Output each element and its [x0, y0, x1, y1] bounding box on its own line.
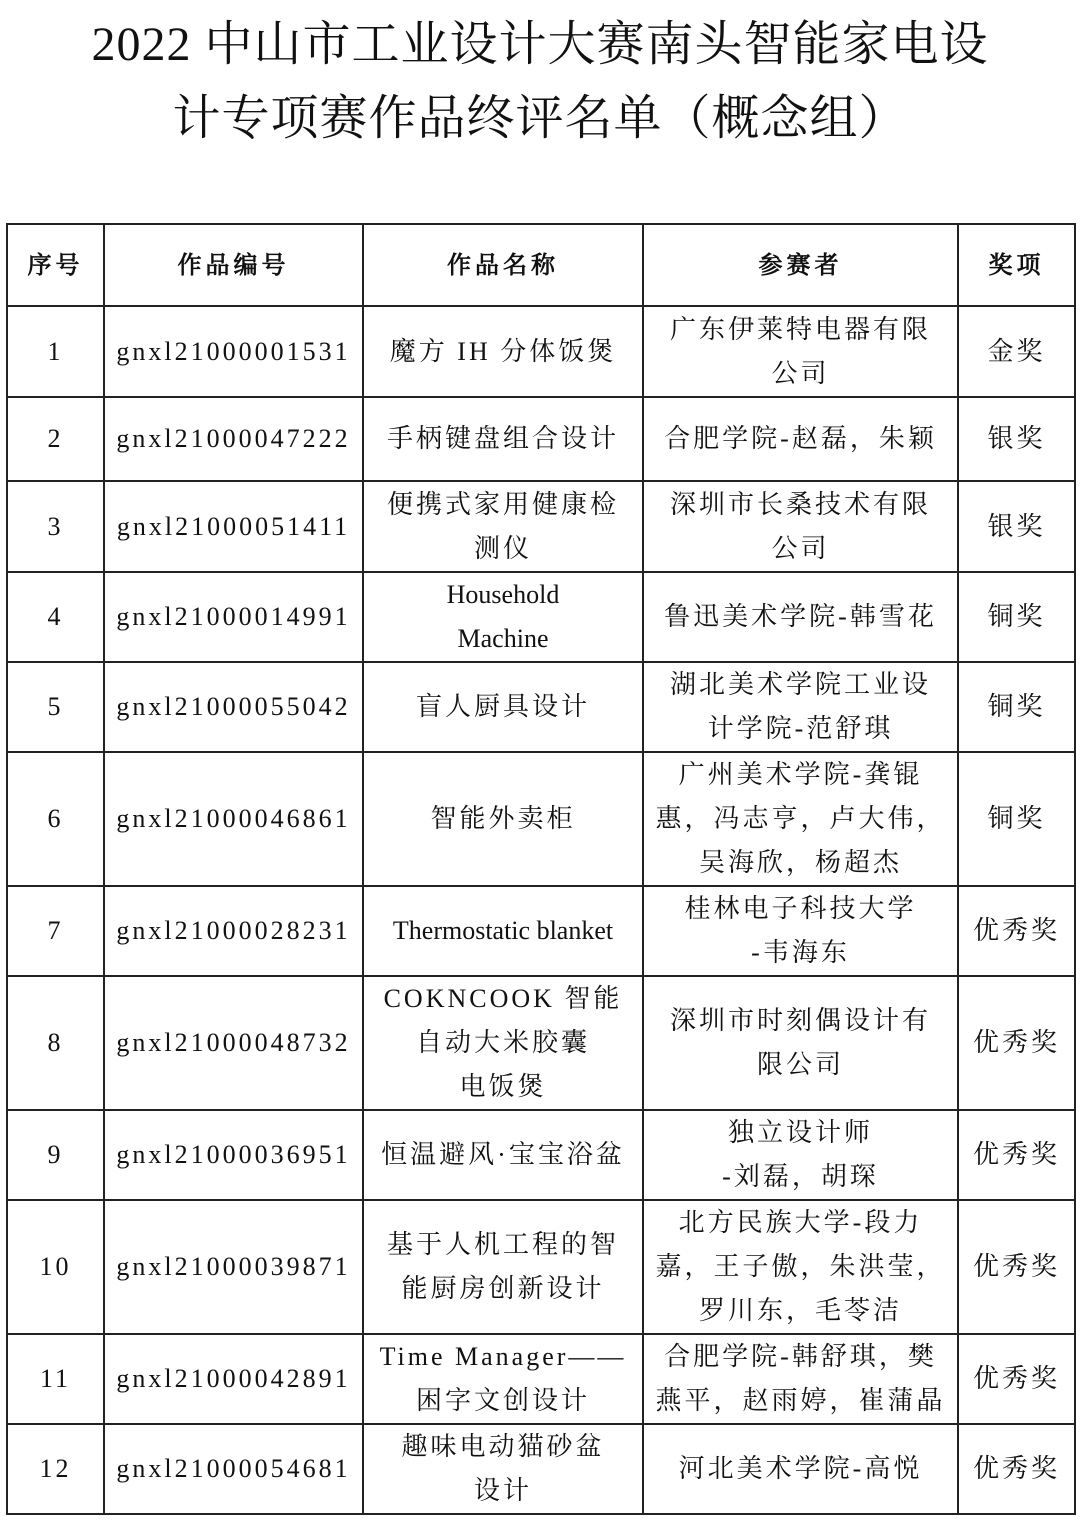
cell-award: 优秀奖 — [958, 1424, 1075, 1514]
table-row — [7, 572, 1075, 662]
table-row — [7, 397, 1075, 481]
work-name-line: 盲人厨具设计 — [415, 692, 590, 721]
cell-award: 优秀奖 — [958, 1110, 1075, 1200]
table-row — [7, 662, 1075, 752]
table-body — [7, 306, 1075, 1514]
cell-seq: 7 — [7, 886, 104, 976]
work-name-line: 便携式家用健康检 — [386, 489, 619, 519]
work-name-line: Household — [446, 580, 560, 609]
cell-seq: 9 — [7, 1110, 104, 1200]
cell-code: gnxl21000046861 — [104, 752, 363, 886]
work-name-line: 手柄键盘组合设计 — [386, 424, 619, 453]
cell-award: 金奖 — [958, 306, 1075, 397]
table-row — [7, 1110, 1075, 1200]
cell-award: 优秀奖 — [958, 886, 1075, 976]
cell-participant — [643, 886, 958, 976]
participant-line: 湖北美术学院工业设 — [669, 670, 931, 699]
cell-seq: 2 — [7, 397, 104, 481]
cell-award: 银奖 — [958, 397, 1075, 481]
work-name-line: 电饭煲 — [459, 1072, 547, 1101]
participant-line: 燕平，赵雨婷，崔蒲晶 — [655, 1386, 946, 1415]
cell-seq: 11 — [7, 1334, 104, 1424]
cell-code: gnxl21000054681 — [104, 1424, 363, 1514]
cell-award: 优秀奖 — [958, 1334, 1075, 1424]
cell-work-name — [363, 572, 643, 662]
results-table — [6, 223, 1076, 1515]
cell-seq: 3 — [7, 481, 104, 572]
cell-work-name — [363, 662, 643, 752]
cell-code: gnxl21000001531 — [104, 306, 363, 397]
cell-participant — [643, 1200, 958, 1334]
cell-work-name — [363, 306, 643, 397]
work-name-line: Time Manager—— — [379, 1342, 627, 1371]
cell-work-name — [363, 1200, 643, 1334]
participant-line: 广东伊莱特电器有限 — [669, 314, 931, 344]
participant-line: 桂林电子科技大学 — [684, 894, 917, 923]
participant-line: 广州美术学院-龚锟 — [678, 760, 923, 789]
work-name-line: 自动大米胶囊 — [415, 1028, 590, 1057]
cell-work-name — [363, 752, 643, 886]
cell-seq: 5 — [7, 662, 104, 752]
work-name-line: 趣味电动猫砂盆 — [401, 1432, 605, 1461]
work-name-line: 基于人机工程的智 — [386, 1230, 619, 1259]
cell-seq: 12 — [7, 1424, 104, 1514]
table-row — [7, 1334, 1075, 1424]
work-name-line: Machine — [457, 624, 549, 653]
work-name-line: 困字文创设计 — [415, 1386, 590, 1415]
cell-work-name — [363, 976, 643, 1110]
participant-line: 嘉，王子傲，朱洪莹， — [655, 1252, 946, 1281]
work-name-line: COKNCOOK 智能 — [383, 984, 623, 1013]
cell-participant — [643, 1110, 958, 1200]
participant-line: 独立设计师 — [727, 1118, 873, 1147]
cell-work-name — [363, 886, 643, 976]
participant-line: 吴海欣，杨超杰 — [698, 848, 902, 877]
cell-participant — [643, 572, 958, 662]
table-row — [7, 306, 1075, 397]
work-name-line: 恒温避风·宝宝浴盆 — [381, 1140, 625, 1169]
header-seq: 序号 — [7, 224, 104, 306]
cell-award: 银奖 — [958, 481, 1075, 572]
cell-seq: 4 — [7, 572, 104, 662]
participant-line: -刘磊，胡琛 — [722, 1162, 879, 1191]
table-row — [7, 481, 1075, 572]
cell-work-name — [363, 1334, 643, 1424]
participant-line: 河北美术学院-高悦 — [678, 1454, 923, 1483]
cell-work-name — [363, 1424, 643, 1514]
participant-line: 计学院-范舒琪 — [707, 714, 894, 743]
table-row — [7, 1424, 1075, 1514]
title-line-2: 计专项赛作品终评名单（概念组） — [172, 92, 908, 145]
participant-line: 公司 — [771, 533, 830, 563]
cell-work-name — [363, 1110, 643, 1200]
participant-line: -韦海东 — [751, 938, 850, 967]
cell-code: gnxl21000039871 — [104, 1200, 363, 1334]
cell-code: gnxl21000048732 — [104, 976, 363, 1110]
cell-seq: 10 — [7, 1200, 104, 1334]
participant-line: 限公司 — [756, 1050, 844, 1079]
table-row — [7, 886, 1075, 976]
header-name: 作品名称 — [363, 224, 643, 306]
cell-participant — [643, 976, 958, 1110]
cell-work-name — [363, 481, 643, 572]
participant-line: 合肥学院-赵磊，朱颖 — [664, 424, 937, 453]
participant-line: 深圳市时刻偶设计有 — [669, 1006, 931, 1035]
cell-code: gnxl21000014991 — [104, 572, 363, 662]
header-code: 作品编号 — [104, 224, 363, 306]
table-row — [7, 1200, 1075, 1334]
cell-code: gnxl21000047222 — [104, 397, 363, 481]
participant-line: 合肥学院-韩舒琪，樊 — [664, 1342, 937, 1371]
participant-line: 北方民族大学-段力 — [678, 1208, 923, 1237]
cell-participant — [643, 397, 958, 481]
title-line-1: 2022 中山市工业设计大赛南头智能家电设 — [91, 18, 989, 71]
table-row — [7, 752, 1075, 886]
cell-participant — [643, 752, 958, 886]
cell-seq: 1 — [7, 306, 104, 397]
work-name-line: 设计 — [473, 1476, 532, 1505]
cell-code: gnxl21000028231 — [104, 886, 363, 976]
cell-participant — [643, 1334, 958, 1424]
work-name-line: 测仪 — [473, 533, 532, 563]
cell-seq: 8 — [7, 976, 104, 1110]
header-participant: 参赛者 — [643, 224, 958, 306]
cell-participant — [643, 1424, 958, 1514]
participant-line: 鲁迅美术学院-韩雪花 — [664, 602, 937, 631]
work-name-line: Thermostatic blanket — [392, 916, 614, 945]
cell-seq: 6 — [7, 752, 104, 886]
participant-line: 公司 — [771, 358, 830, 388]
work-name-line: 魔方 IH 分体饭煲 — [389, 336, 617, 366]
cell-code: gnxl21000042891 — [104, 1334, 363, 1424]
cell-award: 铜奖 — [958, 572, 1075, 662]
header-award: 奖项 — [958, 224, 1075, 306]
cell-code: gnxl21000051411 — [104, 481, 363, 572]
cell-participant — [643, 662, 958, 752]
cell-participant — [643, 306, 958, 397]
work-name-line: 能厨房创新设计 — [401, 1274, 605, 1303]
work-name-line: 智能外卖柜 — [430, 804, 576, 833]
participant-line: 惠，冯志亨，卢大伟， — [655, 804, 946, 833]
table-header-row — [7, 224, 1075, 306]
cell-award: 优秀奖 — [958, 976, 1075, 1110]
cell-award: 铜奖 — [958, 662, 1075, 752]
participant-line: 罗川东，毛苓洁 — [698, 1296, 902, 1325]
cell-award: 铜奖 — [958, 752, 1075, 886]
table-row — [7, 976, 1075, 1110]
participant-line: 深圳市长桑技术有限 — [669, 489, 931, 519]
cell-participant — [643, 481, 958, 572]
cell-award: 优秀奖 — [958, 1200, 1075, 1334]
cell-code: gnxl21000055042 — [104, 662, 363, 752]
cell-code: gnxl21000036951 — [104, 1110, 363, 1200]
cell-work-name — [363, 397, 643, 481]
document-title — [0, 8, 1080, 156]
